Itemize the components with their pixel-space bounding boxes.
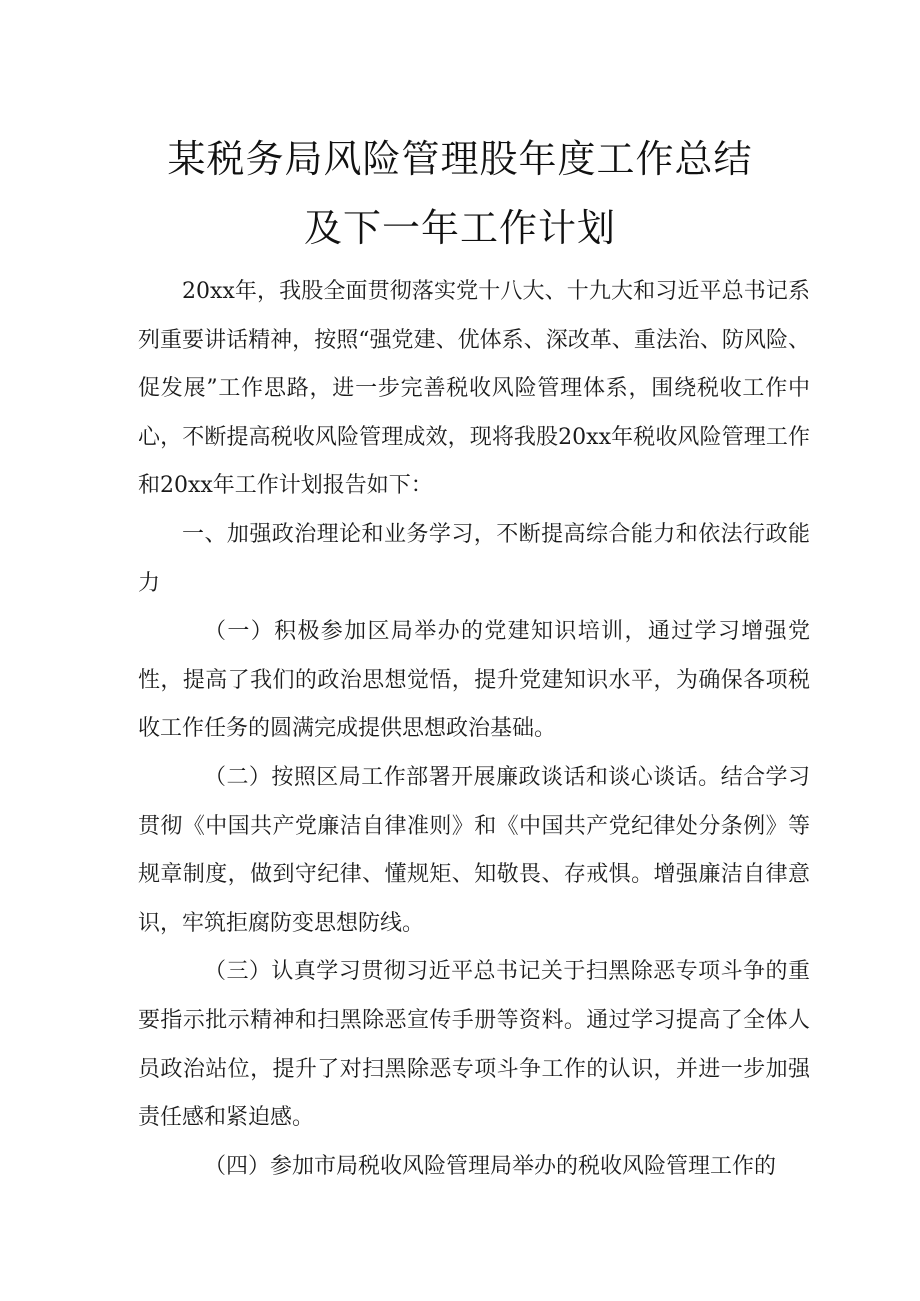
subsection-paragraph-1: （一）积极参加区局举办的党建知识培训，通过学习增强党性，提高了我们的政治思想觉悟，提升党建知识水平，为确保各项税收工作任务的圆满完成提供思想政治基础。 [138,619,810,742]
document-title-line-2: 及下一年工作计划 [303,206,616,250]
subsection-paragraph-4: （四）参加市局税收风险管理局举办的税收风险管理工作的 [204,1153,777,1179]
intro-paragraph: 20xx年，我股全面贯彻落实党十八大、十九大和习近平总书记系列重要讲话精神，按照“强党建、优体系、深改革、重法治、防风险、促发展”工作思路，进一步完善税收风险管理体系，围绕税收工作中心，不断提高税收风险管理成效，现将我股20xx年税收风险管理工作和20xx年工作计划报告如下： [138,279,810,499]
document-body [138,268,810,1191]
document-title-line-1: 某税务局风险管理股年度工作总结 [167,137,753,181]
section-heading-1: 一、加强政治理论和业务学习，不断提高综合能力和依法行政能力 [138,521,810,596]
subsection-paragraph-3: （三）认真学习贯彻习近平总书记关于扫黑除恶专项斗争的重要指示批示精神和扫黑除恶宣传手册等资料。通过学习提高了全体人员政治站位，提升了对扫黑除恶专项斗争工作的认识，并进一步加强责任感和紧迫感。 [138,959,810,1131]
subsection-paragraph-2: （二）按照区局工作部署开展廉政谈话和谈心谈话。结合学习贯彻《中国共产党廉洁自律准则》和《中国共产党纪律处分条例》等规章制度，做到守纪律、懂规矩、知敬畏、存戒惧。增强廉洁自律意识，牢筑拒腐防变思想防线。 [138,764,810,936]
